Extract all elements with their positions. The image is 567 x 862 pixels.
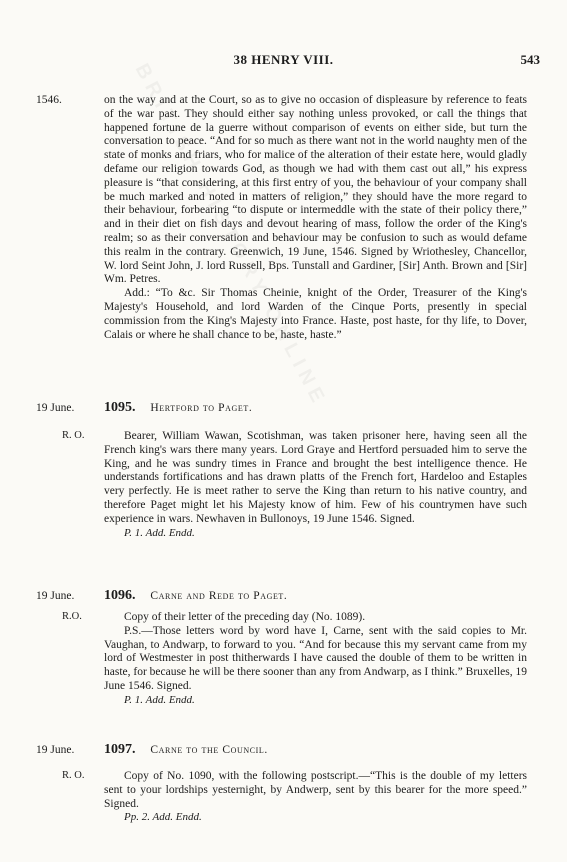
entry-source: R. O. [62,430,85,441]
margin-year: 1546. [36,94,62,106]
entry-number: 1095. [104,400,136,415]
entry-body [104,430,527,540]
entry-endorsement: P. 1. Add. Endd. [124,693,195,706]
entry-source: R.O. [62,611,82,622]
entry-date: 19 June. [36,590,75,602]
entry-heading [104,742,268,758]
entry-title: Carne to the Council. [150,744,268,756]
entry-heading [104,400,252,416]
entry-number: 1097. [104,742,136,757]
entry-title: Carne and Rede to Paget. [150,590,288,602]
entry-date: 19 June. [36,744,75,756]
entry-heading [104,588,287,604]
entry-title: Hertford to Paget. [150,402,253,414]
entry-number: 1096. [104,588,136,603]
intro-text [104,94,527,342]
entry-endorsement: Pp. 2. Add. Endd. [124,811,202,824]
running-title: 38 HENRY VIII. [233,52,334,67]
intro-paragraph: on the way and at the Court, so as to give no occasion of displeasure by reference to feats of the war past. They should either say nothing unless provoked, or call the things that happened fortune de la guerre without comparison of events on either side, but turn the conversation to peace. “And for so much as there want not in the world naughty men of the state of monks and friars, who for malice of the alteration of their estate here, would gladly defame our religion towards God, as though we had with them cast out all,” his express pleasure is “that considering, at this first entry of you, the behaviour of your company shall be much marked and noted in matters of religion,” they should have the more regard to their behaviour, forbearing “to dispute or intermeddle with the state of their policy there,” and in their diet on fish days and devout hearing of mass, follow the order of the King's realm; so as their conversation and behaviour may be confusion to such as would defame this realm in the contrary. Greenwich, 19 June, 1546. Signed by Wriothesley, Chancellor, W. lord Seint John, J. lord Russell, Bps. Tunstall and Gardiner, [Sir] Anth. Brown and [Sir] Wm. Petres. [104,94,527,286]
entry-postscript: P.S.—Those letters word by word have I, Carne, sent with the said copies to Mr. Vaughan, to Andwarp, to forward to you. “And for because this my servant came from my lord of Westmester in post thitherwards I have caused the double of them to be written in haste, for because he will be there sooner than any from Andwarp, as I think.” Bruxelles, 19 June 1546. Signed. [104,624,527,692]
entry-text: Copy of their letter of the preceding day (No. 1089). [124,611,366,623]
entry-body [104,770,527,825]
intro-address: Add.: “To &c. Sir Thomas Cheinie, knight of the Order, Treasurer of the King's Majesty's Household, and lord Warden of the Cinque Ports, presently in special commission from the King's Majesty into France. Haste, post haste, for thy life, to Dover, Calais or where he shall chance to be, haste, haste.” [104,287,527,341]
entry-body [104,611,527,708]
running-header [0,52,567,70]
entry-endorsement: P. 1. Add. Endd. [124,526,195,539]
entry-source: R. O. [62,770,85,781]
entry-text: Copy of No. 1090, with the following postscript.—“This is the double of my letters sent to your lordships yesternight, by Andwerp, sent by this bearer for the more speed.” Signed. [104,770,527,810]
entry-text: Bearer, William Wawan, Scotishman, was taken prisoner here, having seen all the French king's wars there many years. Lord Graye and Hertford persuaded him to serve the King, and he was sundry times in France and brought the best intelligence thence. He understands fortifications and has drawn platts of the French fort, Hardeloo and Estaples very perfectly. He is meet rather to serve the King than return to his native country, and therefore Paget might let his Majesty know of him. Few of his countrymen have such experience in wars. Newhaven in Bullonoys, 19 June 1546. Signed. [104,430,527,525]
entry-date: 19 June. [36,402,75,414]
page-number: 543 [520,52,540,67]
